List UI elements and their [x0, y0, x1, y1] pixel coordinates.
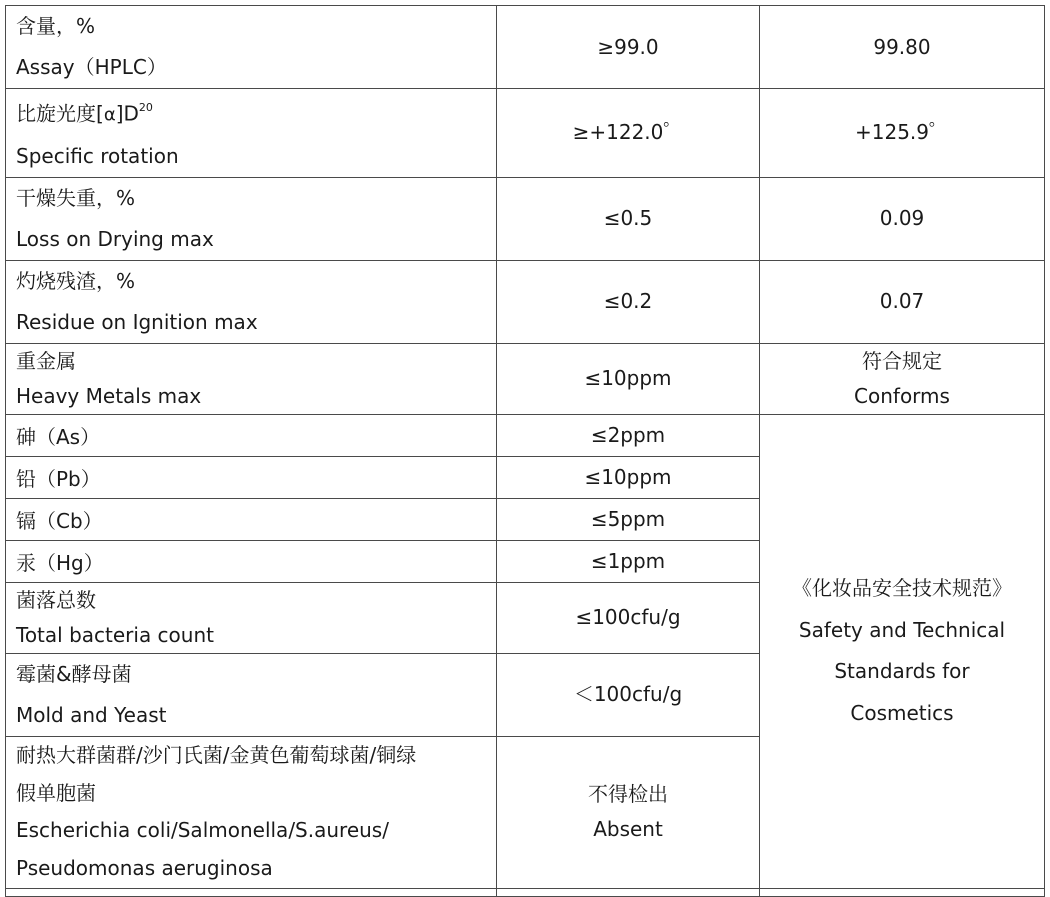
- standard-value: ≤0.2: [603, 289, 653, 314]
- table-row-assay: [6, 6, 1045, 89]
- item-cell: [6, 6, 497, 89]
- standard-value: ≥+122.0゜: [572, 120, 684, 145]
- result-value-zh: 符合规定: [862, 348, 942, 373]
- table-row-continued: [6, 888, 1045, 896]
- standard-cell: [497, 89, 760, 178]
- standard-value: ＜100cfu/g: [573, 682, 683, 707]
- item-label-en: Total bacteria count: [16, 622, 214, 647]
- item-cell: [6, 343, 497, 414]
- standard-cell: [497, 540, 760, 582]
- standard-value: ≤10ppm: [584, 366, 672, 391]
- continued-standard-cell: [497, 888, 760, 896]
- standard-cell: [497, 736, 760, 888]
- item-label-zh: 重金属: [16, 348, 76, 373]
- item-label-en: Assay（HPLC）: [16, 55, 167, 79]
- standard-value: ≤1ppm: [590, 549, 666, 574]
- item-label-zh: [16, 89, 496, 136]
- table-row-arsenic: [6, 414, 1045, 456]
- item-cell: [6, 414, 497, 456]
- standard-value: ≤100cfu/g: [575, 605, 681, 630]
- result-cell: [760, 343, 1045, 414]
- result-value: 0.07: [879, 289, 925, 314]
- table-row-specific-rotation: [6, 89, 1045, 178]
- item-label-zh-prefix: 比旋光度[: [16, 101, 104, 126]
- item-label-en: Heavy Metals max: [16, 383, 202, 408]
- item-label-zh-line2: 假单胞菌: [16, 780, 96, 805]
- result-value: +125.9゜: [854, 120, 949, 145]
- standard-cell: [497, 343, 760, 414]
- standard-value: ≤10ppm: [584, 465, 672, 490]
- item-cell: [6, 260, 497, 343]
- result-cell: [760, 89, 1045, 178]
- table-row-residue-on-ignition: [6, 260, 1045, 343]
- item-label-zh: 灼烧残渣，%: [16, 268, 136, 293]
- standard-value: ≤5ppm: [590, 507, 666, 532]
- item-cell: [6, 540, 497, 582]
- result-cell: [760, 260, 1045, 343]
- standard-value: ≤2ppm: [590, 423, 666, 448]
- item-label-zh: 含量，%: [16, 14, 96, 38]
- result-value: 99.80: [873, 34, 931, 59]
- merged-result-en-line3: Cosmetics: [850, 700, 954, 725]
- standard-cell: [497, 582, 760, 653]
- item-label: 砷（As）: [16, 424, 101, 449]
- item-cell: [6, 653, 497, 736]
- item-label: 镉（Cb）: [16, 508, 103, 533]
- standard-cell: [497, 260, 760, 343]
- standard-value-zh: 不得检出: [588, 782, 668, 807]
- standard-value: ≤0.5: [603, 206, 653, 231]
- item-cell: [6, 89, 497, 178]
- result-cell: [760, 6, 1045, 89]
- merged-result-en-line1: Safety and Technical: [798, 617, 1006, 642]
- item-label: 铅（Pb）: [16, 466, 101, 491]
- result-value-en: Conforms: [854, 383, 950, 408]
- item-cell: [6, 456, 497, 498]
- table-row-heavy-metals: [6, 343, 1045, 414]
- merged-result-cell: [760, 414, 1045, 888]
- continued-item-cell: [6, 888, 497, 896]
- standard-cell: [497, 653, 760, 736]
- item-label: 汞（Hg）: [16, 550, 104, 575]
- standard-cell: [497, 456, 760, 498]
- standard-cell: [497, 498, 760, 540]
- result-cell: [760, 177, 1045, 260]
- item-cell: [6, 498, 497, 540]
- table-row-loss-on-drying: [6, 177, 1045, 260]
- item-label-en: Specific rotation: [16, 143, 179, 168]
- standard-value: ≥99.0: [597, 34, 659, 59]
- standard-cell: [497, 414, 760, 456]
- item-label-zh-line1: 耐热大群菌群/沙门氏菌/金黄色葡萄球菌/铜绿: [16, 743, 417, 768]
- item-label-zh: 菌落总数: [16, 587, 96, 612]
- standard-cell: [497, 177, 760, 260]
- item-label-en-line2: Pseudomonas aeruginosa: [16, 855, 273, 880]
- item-label-zh-suffix: ]D: [115, 101, 139, 126]
- standard-cell: [497, 6, 760, 89]
- specification-table: [5, 5, 1045, 897]
- continued-result-cell: [760, 888, 1045, 896]
- item-cell: [6, 177, 497, 260]
- temperature-superscript: 20: [138, 101, 153, 114]
- alpha-symbol: α: [103, 104, 116, 126]
- item-label-zh: 霉菌&酵母菌: [16, 661, 132, 686]
- item-cell: [6, 582, 497, 653]
- merged-result-zh: 《化妆品安全技术规范》: [792, 576, 1012, 601]
- item-cell: [6, 736, 497, 888]
- merged-result-en-line2: Standards for: [834, 659, 970, 684]
- item-label-zh: 干燥失重，%: [16, 185, 136, 210]
- item-label-en-line1: Escherichia coli/Salmonella/S.aureus/: [16, 818, 389, 843]
- standard-value-en: Absent: [593, 817, 663, 842]
- item-label-en: Loss on Drying max: [16, 226, 214, 251]
- item-label-en: Mold and Yeast: [16, 702, 167, 727]
- result-value: 0.09: [879, 206, 925, 231]
- item-label-en: Residue on Ignition max: [16, 309, 258, 334]
